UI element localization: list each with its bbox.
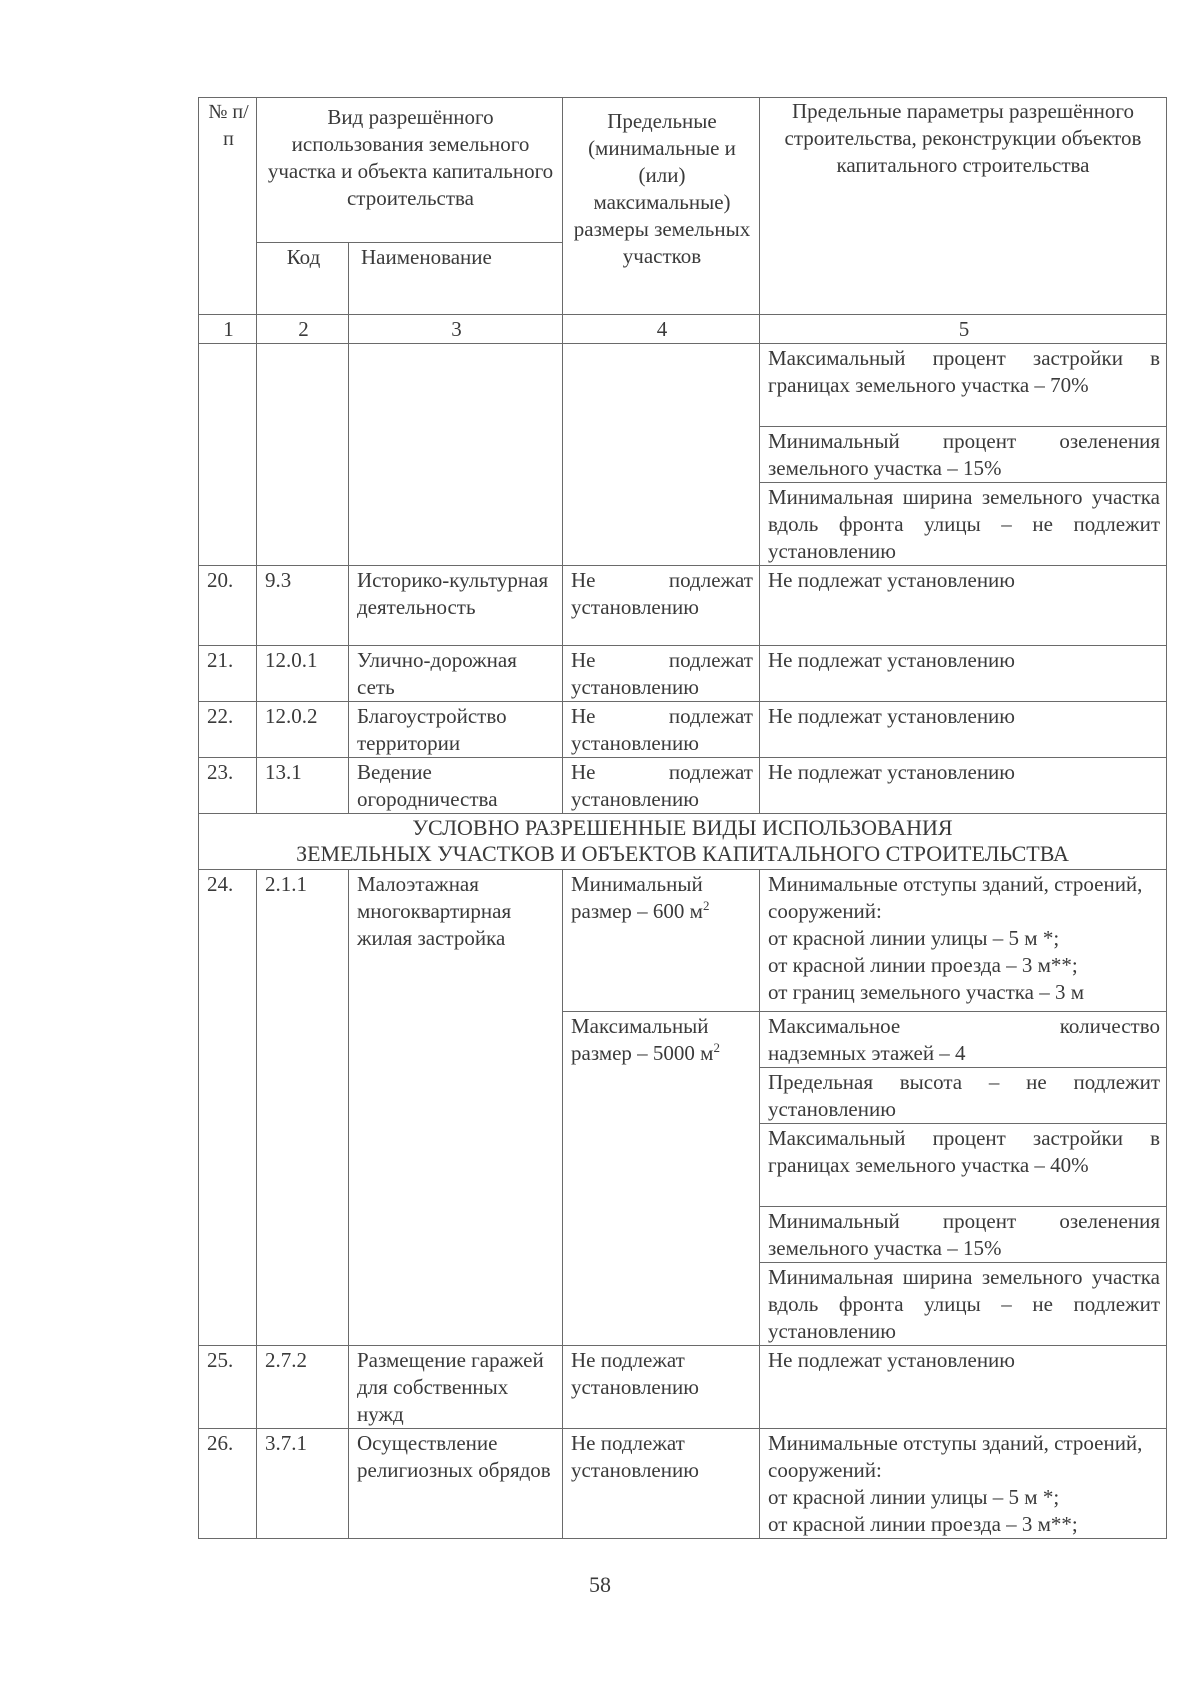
size-word: подлежат	[668, 760, 753, 784]
param-cell: Минимальный процент озеленения земельного участка – 15%	[760, 1207, 1167, 1263]
table-row	[199, 646, 1167, 702]
header-kod: Код	[257, 243, 349, 315]
table-row	[199, 1346, 1167, 1429]
row-size-min	[563, 870, 760, 1012]
param-cell: Предельная высота – не подлежит установлению	[760, 1068, 1167, 1124]
row-params: Не подлежат установлению	[760, 566, 1167, 646]
col-number: 3	[349, 315, 563, 344]
param-line: от границ земельного участка – 3 м	[768, 980, 1085, 1004]
header-vid: Вид разрешённого использования земельного участка и объекта капитального строительства	[257, 98, 563, 243]
row-params: Не подлежат установлению	[760, 1346, 1167, 1429]
row-code: 13.1	[257, 758, 349, 814]
col-number: 5	[760, 315, 1167, 344]
row-code: 12.0.2	[257, 702, 349, 758]
empty-cell	[349, 344, 563, 566]
param-line: от красной линии улицы – 5 м *;	[768, 1485, 1060, 1509]
size-word: установлению	[571, 675, 699, 699]
param-word: надземных этажей – 4	[768, 1041, 966, 1065]
size-word: Не	[571, 760, 596, 784]
col-number: 2	[257, 315, 349, 344]
row-size-max	[563, 1012, 760, 1346]
row-params: Не подлежат установлению	[760, 758, 1167, 814]
row-code: 12.0.1	[257, 646, 349, 702]
row-size: Не подлежат установлению	[563, 1429, 760, 1539]
row-params: Не подлежат установлению	[760, 702, 1167, 758]
size-text: Максимальный размер – 5000 м	[571, 1014, 714, 1065]
row-name: Осуществление религиозных обрядов	[349, 1429, 563, 1539]
table-header-row	[199, 98, 1167, 243]
param-line: Минимальные отступы зданий, строений, сооружений:	[768, 872, 1143, 923]
row-size	[563, 702, 760, 758]
size-word: Не	[571, 704, 596, 728]
table-row	[199, 566, 1167, 646]
header-razmery: Предельные (минимальные и (или) максимальные) размеры земельных участков	[563, 98, 760, 315]
row-params: Не подлежат установлению	[760, 646, 1167, 702]
column-numbers-row	[199, 315, 1167, 344]
empty-cell	[563, 344, 760, 566]
header-num: № п/п	[199, 98, 257, 315]
size-word: Не	[571, 648, 596, 672]
row-size	[563, 566, 760, 646]
row-size	[563, 758, 760, 814]
param-cell: Максимальный процент застройки в границах земельного участка – 70%	[760, 344, 1167, 427]
size-text: Минимальный размер – 600 м	[571, 872, 703, 923]
empty-cell	[257, 344, 349, 566]
row-name: Историко-культурная деятельность	[349, 566, 563, 646]
section-title-line: ЗЕМЕЛЬНЫХ УЧАСТКОВ И ОБЪЕКТОВ КАПИТАЛЬНОГО СТРОИТЕЛЬСТВА	[296, 841, 1069, 866]
size-word: установлению	[571, 731, 699, 755]
param-word: количество	[1059, 1014, 1160, 1038]
section-title-line: УСЛОВНО РАЗРЕШЕННЫЕ ВИДЫ ИСПОЛЬЗОВАНИЯ	[412, 815, 953, 840]
param-cell: Минимальная ширина земельного участка вдоль фронта улицы – не подлежит установлению	[760, 1263, 1167, 1346]
param-line: от красной линии улицы – 5 м *;	[768, 926, 1060, 950]
superscript: 2	[713, 1040, 720, 1055]
header-naim: Наименование	[349, 243, 563, 315]
param-line: от красной линии проезда – 3 м**;	[768, 953, 1078, 977]
col-number: 1	[199, 315, 257, 344]
param-cell: Минимальный процент озеленения земельного участка – 15%	[760, 427, 1167, 483]
row-name: Ведение огородничества	[349, 758, 563, 814]
table-row	[199, 702, 1167, 758]
row-num: 21.	[199, 646, 257, 702]
row-code: 2.1.1	[257, 870, 349, 1346]
row-name: Благоустройство территории	[349, 702, 563, 758]
size-word: установлению	[571, 787, 699, 811]
row-params-setbacks	[760, 870, 1167, 1012]
table-row	[199, 870, 1167, 1012]
row-name: Улично-дорожная сеть	[349, 646, 563, 702]
param-cell: Максимальный процент застройки в границах земельного участка – 40%	[760, 1124, 1167, 1207]
empty-cell	[199, 344, 257, 566]
col-number: 4	[563, 315, 760, 344]
superscript: 2	[702, 898, 710, 913]
row-name: Малоэтажная многоквартирная жилая застройка	[349, 870, 563, 1346]
land-use-table	[198, 97, 1167, 1539]
table-row	[199, 1429, 1167, 1539]
size-word: подлежат	[668, 568, 753, 592]
row-size: Не подлежат установлению	[563, 1346, 760, 1429]
page-number: 58	[589, 1572, 611, 1597]
row-name: Размещение гаражей для собственных нужд	[349, 1346, 563, 1429]
row-num: 20.	[199, 566, 257, 646]
size-word: подлежат	[668, 704, 753, 728]
row-params	[760, 1429, 1167, 1539]
header-params: Предельные параметры разрешённого строительства, реконструкции объектов капитального строительства	[760, 98, 1167, 315]
table-row	[199, 344, 1167, 427]
param-word: Максимальное	[768, 1014, 901, 1038]
param-cell: Минимальная ширина земельного участка вдоль фронта улицы – не подлежит установлению	[760, 483, 1167, 566]
param-line: от красной линии проезда – 3 м**;	[768, 1512, 1078, 1536]
param-cell	[760, 1012, 1167, 1068]
row-num: 24.	[199, 870, 257, 1346]
row-num: 22.	[199, 702, 257, 758]
table-row	[199, 758, 1167, 814]
row-size	[563, 646, 760, 702]
row-num: 25.	[199, 1346, 257, 1429]
param-line: Минимальные отступы зданий, строений, сооружений:	[768, 1431, 1143, 1482]
row-num: 26.	[199, 1429, 257, 1539]
row-code: 3.7.1	[257, 1429, 349, 1539]
size-word: подлежат	[668, 648, 753, 672]
row-code: 2.7.2	[257, 1346, 349, 1429]
size-word: Не	[571, 568, 596, 592]
row-num: 23.	[199, 758, 257, 814]
size-word: установлению	[571, 595, 699, 619]
section-title	[199, 814, 1167, 870]
row-code: 9.3	[257, 566, 349, 646]
section-header-row	[199, 814, 1167, 870]
